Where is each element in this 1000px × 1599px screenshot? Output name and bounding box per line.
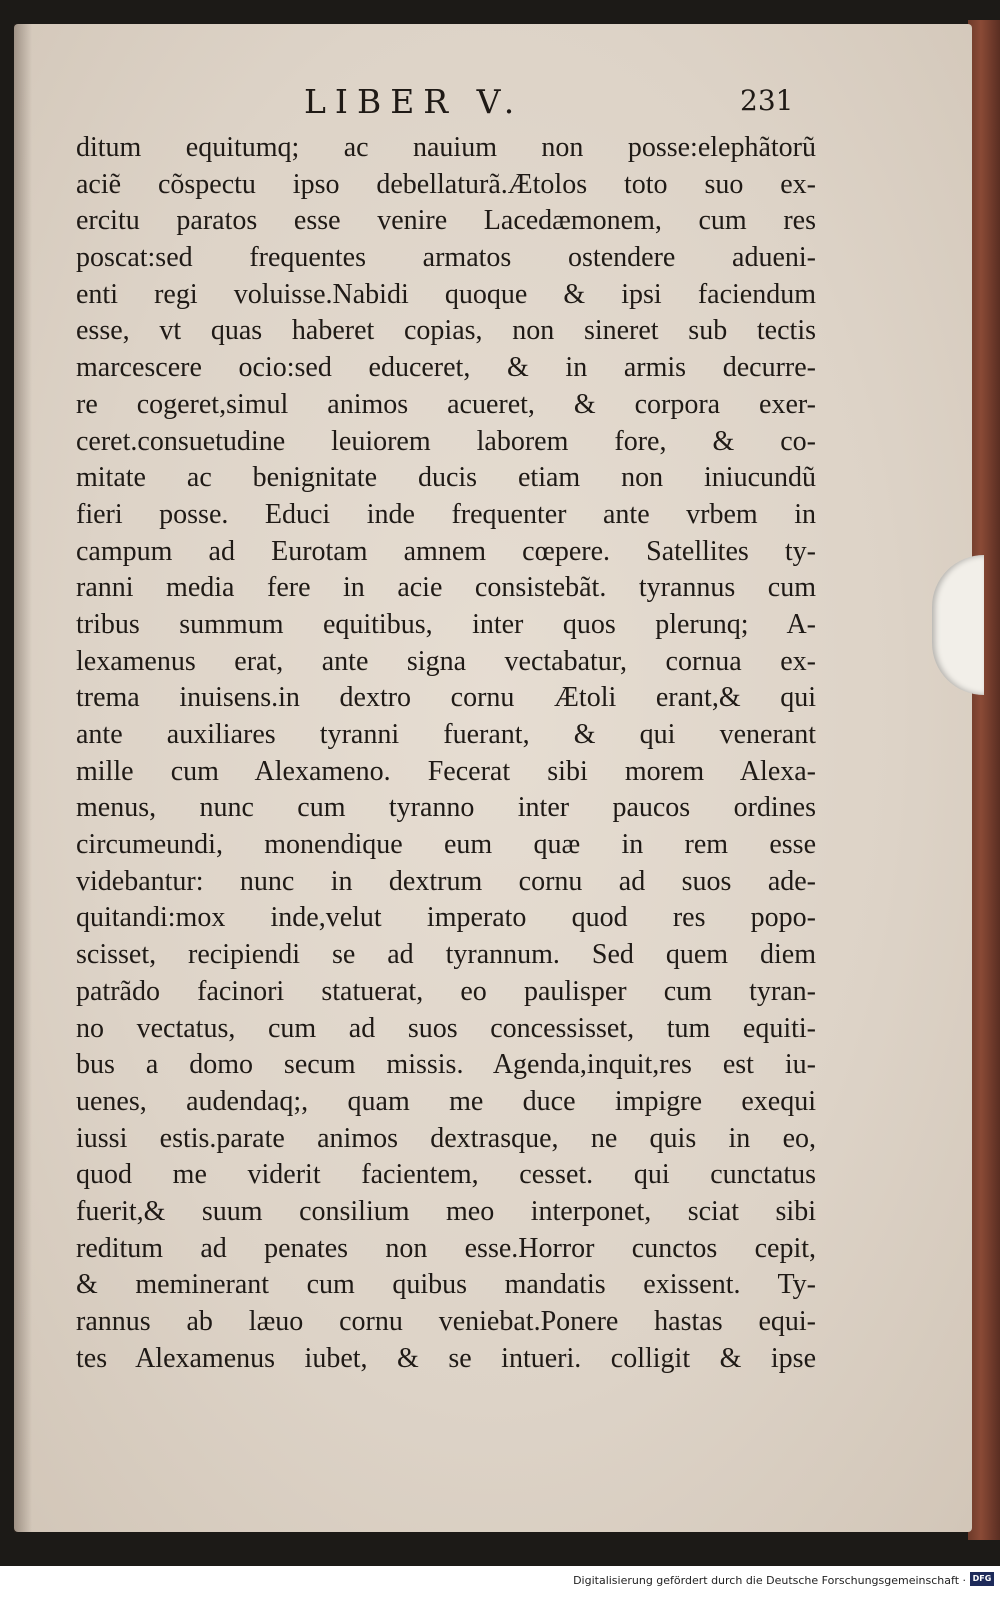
text-line: trema inuisens.in dextro cornu Ætoli erant,& qui — [76, 682, 816, 714]
text-line: marcescere ocio:sed educeret, & in armis decurre- — [76, 352, 816, 384]
book-page — [14, 24, 972, 1532]
running-head: LIBER V. — [304, 82, 524, 121]
text-line: fuerit,& suum consilium meo interponet, sciat sibi — [76, 1195, 816, 1227]
text-line: ceret.consuetudine leuiorem laborem fore, & co- — [76, 425, 816, 457]
book-edge — [968, 20, 1000, 1540]
page-number: 231 — [740, 84, 794, 117]
text-line: mille cum Alexameno. Fecerat sibi morem Alexa- — [76, 755, 816, 787]
text-line: ercitu paratos esse venire Lacedæmonem, cum res — [76, 205, 816, 237]
text-line: circumeundi, monendique eum quæ in rem esse — [76, 829, 816, 861]
text-line: fieri posse. Educi inde frequenter ante vrbem in — [76, 498, 816, 530]
text-line: videbantur: nunc in dextrum cornu ad suos ade- — [76, 865, 816, 897]
text-line: ranni media fere in acie consistebãt. tyrannus cum — [76, 572, 816, 604]
text-line: tribus summum equitibus, inter quos plerunq; A- — [76, 608, 816, 640]
text-line: ditum equitumq; ac nauium non posse:elephãtorũ — [76, 132, 816, 163]
text-line: ante auxiliares tyranni fuerant, & qui venerant — [76, 719, 816, 750]
text-line: aciẽ cõspectu ipso debellaturã.Ætolos toto suo ex- — [76, 168, 816, 200]
text-line: bus a domo secum missis. Agenda,inquit,res est iu- — [76, 1049, 816, 1081]
text-line: mitate ac benignitate ducis etiam non iniucundũ — [76, 462, 816, 494]
text-line: iussi estis.parate animos dextrasque, ne quis in eo, — [76, 1122, 816, 1154]
text-line: poscat:sed frequentes armatos ostendere adueni- — [76, 242, 816, 274]
footer-bar — [0, 1566, 1000, 1599]
text-line: patrãdo facinori statuerat, eo paulisper cum tyran- — [76, 975, 816, 1007]
text-line: esse, vt quas haberet copias, non sineret sub tectis — [76, 315, 816, 347]
gutter-shadow — [14, 24, 32, 1532]
text-line: tes Alexamenus iubet, & se intueri. colligit & ipse — [76, 1342, 816, 1374]
text-line: campum ad Eurotam amnem cœpere. Satellites ty- — [76, 535, 816, 567]
text-line: quitandi:mox inde,velut imperato quod res popo- — [76, 902, 816, 934]
text-line: uenes, audendaq;, quam me duce impigre exequi — [76, 1085, 816, 1117]
body-text — [76, 130, 816, 1377]
text-line: scisset, recipiendi se ad tyrannum. Sed quem diem — [76, 939, 816, 971]
text-line: enti regi voluisse.Nabidi quoque & ipsi faciendum — [76, 278, 816, 310]
page-header — [14, 82, 972, 126]
text-line: menus, nunc cum tyranno inter paucos ordines — [76, 792, 816, 824]
dfg-logo: DFG — [970, 1572, 994, 1586]
text-line: re cogeret,simul animos acueret, & corpora exer- — [76, 388, 816, 420]
digitization-credit: Digitalisierung gefördert durch die Deutsche Forschungsgemeinschaft · — [573, 1574, 966, 1587]
text-line: & meminerant cum quibus mandatis exissent. Ty- — [76, 1269, 816, 1301]
text-line: no vectatus, cum ad suos concessisset, tum equiti- — [76, 1012, 816, 1044]
text-line: lexamenus erat, ante signa vectabatur, cornua ex- — [76, 645, 816, 677]
text-line: reditum ad penates non esse.Horror cunctos cepit, — [76, 1232, 816, 1264]
text-line: rannus ab læuo cornu veniebat.Ponere hastas equi- — [76, 1306, 816, 1337]
text-line: quod me viderit facientem, cesset. qui cunctatus — [76, 1159, 816, 1191]
